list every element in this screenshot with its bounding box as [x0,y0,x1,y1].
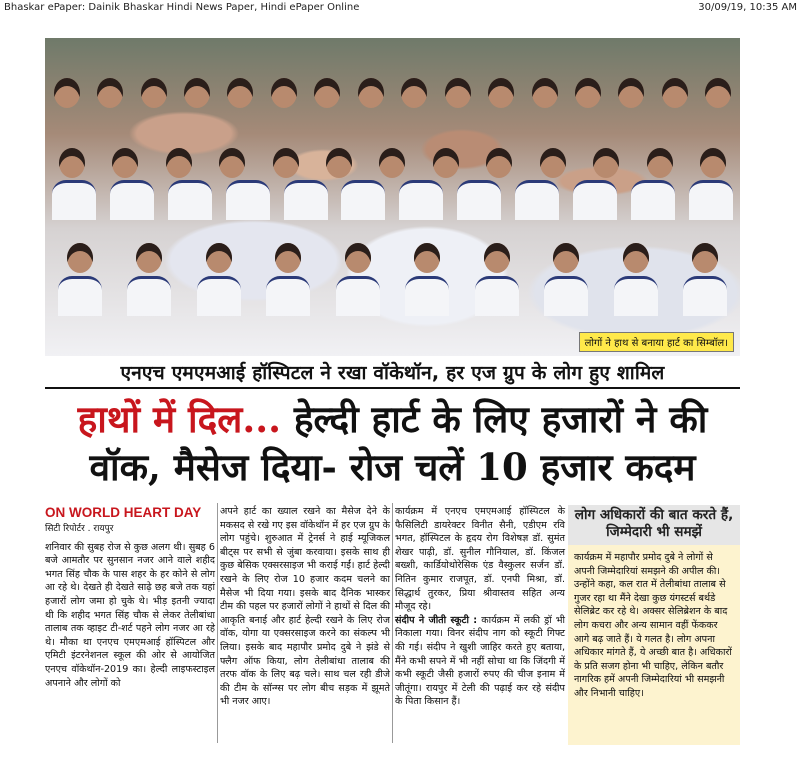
crowd-heads-row [45,148,740,178]
sub-headline: एनएच एमएमआई हॉस्पिटल ने रखा वॉकेथॉन, हर एज ग्रुप के लोग हुए शामिल [120,362,665,384]
article-paragraph [395,614,565,709]
article-column-2 [220,505,390,709]
crowd-shirts-row [45,276,740,306]
browser-print-header [0,0,805,16]
divider [45,387,740,389]
sidebar-body: कार्यक्रम में महापौर प्रमोद दुबे ने लोगों से अपनी जिम्मेदारियां समझने की अपील की। उन्होंने कहा, कल रात में तेलीबांधा तालाब से गुजर रहा था मैंने देखा कुछ यंगस्टर्स बर्थडे सेलिब्रेट कर रहे थे। अक्सर सेलिब्रेशन के बाद लोग कचरा और अन्य सामान वहीं फेंककर आगे बढ़ जाते हैं। ये गलत है। लोग अपना अधिकार मांगते हैं, ये अच्छी बात है। अधिकारों के प्रति सजग होना भी चाहिए, लेकिन बतौर नागरिक हमें अपनी जिम्मेदारियां भी समझनी और निभानी चाहिए। [574,552,732,699]
article-paragraph: शनिवार की सुबह रोज से कुछ अलग थी। सुबह 6 बजे आमतौर पर सुनसान नजर आने वाले शहीद भगत सिंह चौक के पास शहर के हर कोने से लोग आ रहे थे। देखते ही देखते साढ़े छह बजे तक यहां हजारों लोग जमा हो चुके थे। भीड़ इतनी ज्यादा थी कि शहीद भगत सिंह चौक से लेकर तेलीबांधा तालाब तक व्हाइट टी-शर्ट पहने लोग नजर आ रहे थे। मौका था एनएच एमएमआई हॉस्पिटल और एमिटी इंटरनेशनल स्कूल की ओर से आयोजित एनएच वॉकेथॉन-2019 का। हेल्दी लाइफस्टाइल अपनाने और लोगों को [45,541,215,689]
headline-red-part: हाथों में दिल... [77,397,281,441]
subsection-label: संदीप ने जीती स्कूटी : [395,614,478,626]
main-headline [45,395,740,491]
byline: सिटी रिपोर्टर . रायपुर [45,524,114,534]
headline-main-part: हेल्दी हार्ट के लिए हजारों ने की वॉक, मैसेज दिया- रोज चलें 10 हजार कदम [89,397,708,489]
column-divider [392,503,393,743]
article-paragraph: कार्यक्रम में एनएच एमएमआई हॉस्पिटल के फैसिलिटी डायरेक्टर विनीत सैनी, एडीएम रवि भगत, हॉस्पिटल के हृदय रोग विशेषज्ञ डॉ. सुमंत शेखर पाढ़ी, डॉ. सुनील गौनियाल, डॉ. किंजल बख्शी, कार्डियोथोरेसिक एंड वैस्कुलर सर्जन डॉ. नितिन कुमार राजपूत, डॉ. एनपी मिश्रा, डॉ. सिद्धार्थ तुरकर, प्रिया श्रीवास्तव सहित अन्य मौजूद रहे। [395,506,565,613]
photo-caption: लोगों ने हाथ से बनाया हार्ट का सिम्बॉल। [579,332,734,352]
crowd-heads-row [45,243,740,273]
sidebar-title: लोग अधिकारों की बात करते हैं, जिम्मेदारी भी समझें [568,505,740,545]
crowd-heads-row [45,78,740,108]
article-column-1 [45,505,215,690]
print-datetime: 30/09/19, 10:35 AM [698,2,797,13]
column-divider [217,503,218,743]
subsection-text: कार्यक्रम में लकी ड्रॉ भी निकाला गया। विनर संदीप नाग को स्कूटी गिफ्ट की गई। संदीप ने खुशी जाहिर करते हुए बताया, मैंने कभी सपने में भी नहीं सोचा था कि जिंदगी में कभी स्कूटी जैसी हजारों रुपए की चीज इनाम में जीतूंगा। रायपुर में टेली की पढ़ाई कर रहे संदीप के पिता किसान हैं। [395,614,565,708]
article-column-3 [395,505,565,709]
page-title: Bhaskar ePaper: Dainik Bhaskar Hindi News Paper, Hindi ePaper Online [4,2,360,13]
kicker: ON WORLD HEART DAY [45,505,202,520]
crowd-shirts-row [45,180,740,210]
crowd-photo [45,38,740,356]
article-paragraph: अपने हार्ट का ख्याल रखने का मैसेज देने के मकसद से रखे गए इस वॉकेथॉन में हर एज ग्रुप के लोग पहुंचे। शुरुआत में ट्रेनर्स ने हाई म्यूजिकल बीट्स पर सभी से जुंबा करवाया। इसके साथ ही कुछ बेसिक एक्सरसाइज भी कराई गईं। हार्ट हेल्दी रखने के लिए रोज 10 हजार कदम चलने का मैसेज भी दिया गया। इसके बाद दैनिक भास्कर टीम की पहल पर हजारों लोगों ने हाथों से दिल की आकृति बनाई और हार्ट हेल्दी रखने के लिए रोज वॉक, योगा या एक्सरसाइज करने का संकल्प भी लिया। इसके बाद महापौर प्रमोद दुबे ने झंडे से फ्लैग ऑफ किया, लोग तेलीबांधा तालाब की तरफ वॉक के लिए बढ़ चले। साथ चल रही डीजे की टीम के सॉन्ग्स पर लोग बीच सड़क में झूमते भी नजर आए। [220,506,390,708]
sidebar-box [568,505,740,745]
